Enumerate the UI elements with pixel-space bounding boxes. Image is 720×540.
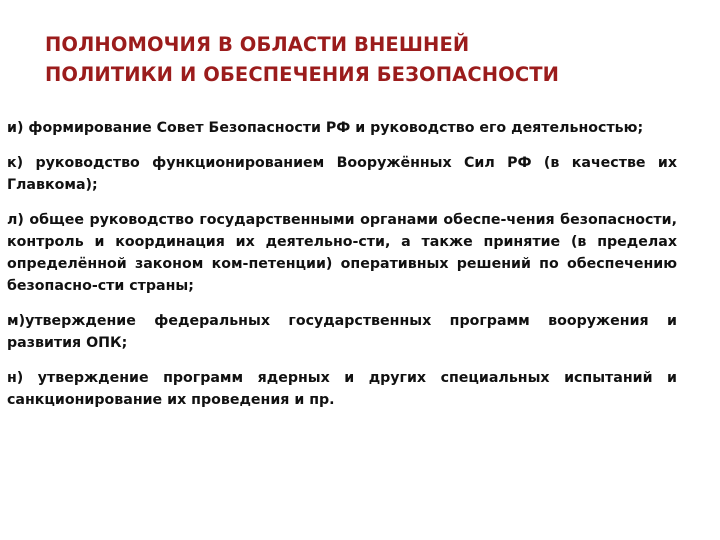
slide-title-line-2: ПОЛИТИКИ И ОБЕСПЕЧЕНИЯ БЕЗОПАСНОСТИ [45,63,560,86]
list-item-n: н) утверждение программ ядерных и других специальных испытаний и санкционирование их проведения и пр. [7,370,677,408]
list-item-l: л) общее руководство государственными органами обеспе-чения безопасности, контроль и координация их деятельно-сти, а также принятие (в пределах определённой законом ком-петенции) оперативных решений по обеспечению безопасно-сти страны; [7,212,677,294]
powers-list [7,117,677,424]
list-item-m: м)утверждение федеральных государственных программ вооружения и развития ОПК; [7,313,677,351]
slide-title [45,30,695,90]
list-item-i: и) формирование Совет Безопасности РФ и руководство его деятельностью; [7,120,644,136]
list-item-k: к) руководство функционированием Вооружённых Сил РФ (в качестве их Главкома); [7,155,677,193]
slide-title-line-1: ПОЛНОМОЧИЯ В ОБЛАСТИ ВНЕШНЕЙ [45,33,470,56]
